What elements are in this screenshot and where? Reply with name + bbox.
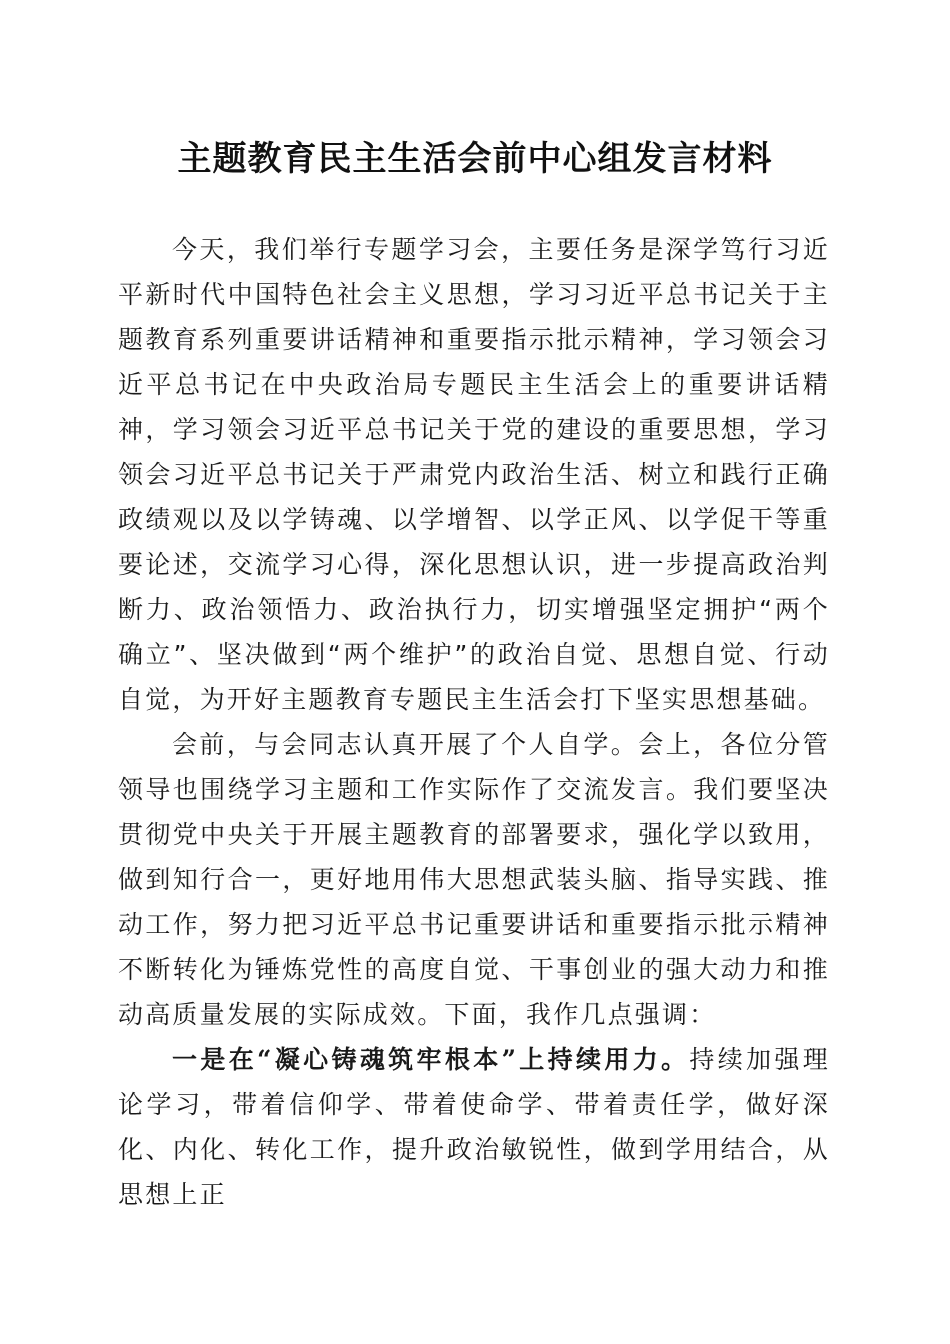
- paragraph-3: [118, 1037, 830, 1217]
- paragraph-1-text: 今天，我们举行专题学习会，主要任务是深学笃行习近平新时代中国特色社会主义思想，学习习近平总书记关于主题教育系列重要讲话精神和重要指示批示精神，学习领会习近平总书记在中央政治局专题民主生活会上的重要讲话精神，学习领会习近平总书记关于党的建设的重要思想，学习领会习近平总书记关于严肃党内政治生活、树立和践行正确政绩观以及以学铸魂、以学增智、以学正风、以学促干等重要论述，交流学习心得，深化思想认识，进一步提高政治判断力、政治领悟力、政治执行力，切实增强坚定拥护“两个确立”、坚决做到“两个维护”的政治自觉、思想自觉、行动自觉，为开好主题教育专题民主生活会打下坚实思想基础。: [118, 235, 830, 714]
- document-body: [118, 227, 830, 1217]
- paragraph-2-text: 会前，与会同志认真开展了个人自学。会上，各位分管领导也围绕学习主题和工作实际作了交流发言。我们要坚决贯彻党中央关于开展主题教育的部署要求，强化学以致用，做到知行合一，更好地用伟大思想武装头脑、指导实践、推动工作，努力把习近平总书记重要讲话和重要指示批示精神不断转化为锤炼党性的高度自觉、干事创业的强大动力和推动高质量发展的实际成效。下面，我作几点强调：: [118, 730, 830, 1029]
- paragraph-3-lead: 一是在“凝心铸魂筑牢根本”上持续用力。: [172, 1045, 690, 1074]
- paragraph-1: [118, 227, 830, 722]
- paragraph-2: [118, 722, 830, 1037]
- document-title: 主题教育民主生活会前中心组发言材料: [177, 139, 773, 179]
- paragraph-3-text: 持续加强理论学习，带着信仰学、带着使命学、带着责任学，做好深化、内化、转化工作，提升政治敏锐性，做到学用结合，从思想上正: [118, 1045, 830, 1209]
